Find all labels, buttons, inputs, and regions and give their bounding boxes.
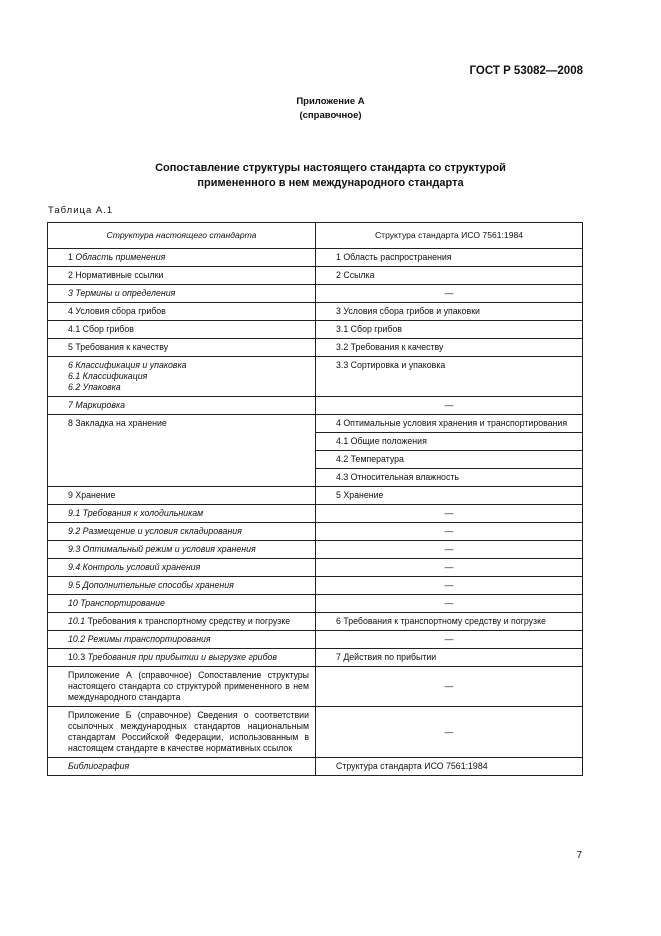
table-row	[48, 415, 583, 433]
table-row	[48, 631, 583, 649]
cell-left: Библиография	[48, 758, 316, 776]
cell-right-dash: —	[316, 285, 583, 303]
cell-right: 3.2 Требования к качеству	[316, 339, 583, 357]
column-header-iso: Структура стандарта ИСО 7561:1984	[316, 223, 583, 249]
cell-left: Приложение Б (справочное) Сведения о соответствии ссылочных международных стандартов национальным стандартам Российской Федерации, использованным в настоящем стандарте в качестве нормативных ссылок	[48, 707, 316, 758]
table-row	[48, 667, 583, 707]
table-row	[48, 267, 583, 285]
cell-right: 7 Действия по прибытии	[316, 649, 583, 667]
cell-left: 3 Термины и определения	[48, 285, 316, 303]
table-row	[48, 595, 583, 613]
heading-line-2: примененного в нем международного стандарта	[197, 177, 464, 189]
cell-right: 1 Область распространения	[316, 249, 583, 267]
table-row	[48, 249, 583, 267]
cell-left: 9.5 Дополнительные способы хранения	[48, 577, 316, 595]
clause-line: 6.2 Упаковка	[68, 382, 121, 392]
cell-left: 9 Хранение	[48, 487, 316, 505]
table-header-row	[48, 223, 583, 249]
cell-right: 3 Условия сбора грибов и упаковки	[316, 303, 583, 321]
table-row	[48, 649, 583, 667]
cell-right-dash: —	[316, 577, 583, 595]
table-row	[48, 707, 583, 758]
cell-left: 9.3 Оптимальный режим и условия хранения	[48, 541, 316, 559]
table-row	[48, 303, 583, 321]
heading-line-1: Сопоставление структуры настоящего стандарта со структурой	[155, 162, 506, 174]
clause-line: 6.1 Классификация	[68, 371, 148, 381]
table-row	[48, 541, 583, 559]
table-row	[48, 321, 583, 339]
cell-right: 3.3 Сортировка и упаковка	[316, 357, 583, 397]
cell-right: 3.1 Сбор грибов	[316, 321, 583, 339]
page-number: 7	[576, 850, 582, 861]
table-row	[48, 577, 583, 595]
cell-left	[48, 249, 316, 267]
cell-right: 4.3 Относительная влажность	[316, 469, 583, 487]
cell-right-dash: —	[316, 667, 583, 707]
cell-left: 9.1 Требования к холодильникам	[48, 505, 316, 523]
cell-right: 6 Требования к транспортному средству и погрузке	[316, 613, 583, 631]
cell-right: 2 Ссылка	[316, 267, 583, 285]
cell-left: 10.2 Режимы транспортирования	[48, 631, 316, 649]
cell-left: 8 Закладка на хранение	[48, 415, 316, 487]
clause-number: 1	[68, 252, 73, 262]
table-row	[48, 758, 583, 776]
cell-left: 2 Нормативные ссылки	[48, 267, 316, 285]
table-row	[48, 285, 583, 303]
table-row	[48, 487, 583, 505]
cell-left: 9.4 Контроль условий хранения	[48, 559, 316, 577]
cell-left	[48, 357, 316, 397]
cell-right-dash: —	[316, 505, 583, 523]
cell-left: 7 Маркировка	[48, 397, 316, 415]
cell-left: 4.1 Сбор грибов	[48, 321, 316, 339]
clause-number: 10.3	[68, 652, 86, 662]
cell-left: 5 Требования к качеству	[48, 339, 316, 357]
cell-right-dash: —	[316, 595, 583, 613]
clause-title: Требования к транспортному средству и погрузке	[87, 616, 291, 626]
cell-right-dash: —	[316, 397, 583, 415]
cell-left: 4 Условия сбора грибов	[48, 303, 316, 321]
document-code: ГОСТ Р 53082—2008	[469, 65, 583, 77]
cell-right: 4 Оптимальные условия хранения и транспортирования	[316, 415, 583, 433]
cell-right: 5 Хранение	[316, 487, 583, 505]
clause-line: 6 Классификация и упаковка	[68, 360, 187, 370]
cell-right-dash: —	[316, 559, 583, 577]
appendix-label	[0, 95, 661, 123]
appendix-title: Приложение А	[296, 96, 365, 107]
cell-left: 10 Транспортирование	[48, 595, 316, 613]
column-header-national: Структура настоящего стандарта	[48, 223, 316, 249]
cell-left	[48, 649, 316, 667]
clause-title: Требования при прибытии и выгрузке грибов	[87, 652, 277, 662]
section-heading	[0, 161, 661, 191]
clause-number: 10.1	[68, 616, 86, 626]
appendix-subtitle: (справочное)	[299, 110, 362, 121]
table-row	[48, 559, 583, 577]
table-caption: Таблица А.1	[48, 205, 114, 216]
cell-right-dash: —	[316, 707, 583, 758]
cell-right-dash: —	[316, 541, 583, 559]
table-row	[48, 357, 583, 397]
table-row	[48, 505, 583, 523]
cell-right: 4.1 Общие положения	[316, 433, 583, 451]
table-row	[48, 613, 583, 631]
table-row	[48, 339, 583, 357]
clause-title: Область применения	[75, 252, 166, 262]
cell-right: 4.2 Температура	[316, 451, 583, 469]
structure-comparison-table	[47, 222, 583, 776]
table-row	[48, 523, 583, 541]
cell-left	[48, 613, 316, 631]
cell-right-dash: —	[316, 523, 583, 541]
cell-right: Структура стандарта ИСО 7561:1984	[316, 758, 583, 776]
cell-left: 9.2 Размещение и условия складирования	[48, 523, 316, 541]
cell-left: Приложение А (справочное) Сопоставление структуры настоящего стандарта со структурой примененного в нем международного стандарта	[48, 667, 316, 707]
cell-right-dash: —	[316, 631, 583, 649]
table-row	[48, 397, 583, 415]
